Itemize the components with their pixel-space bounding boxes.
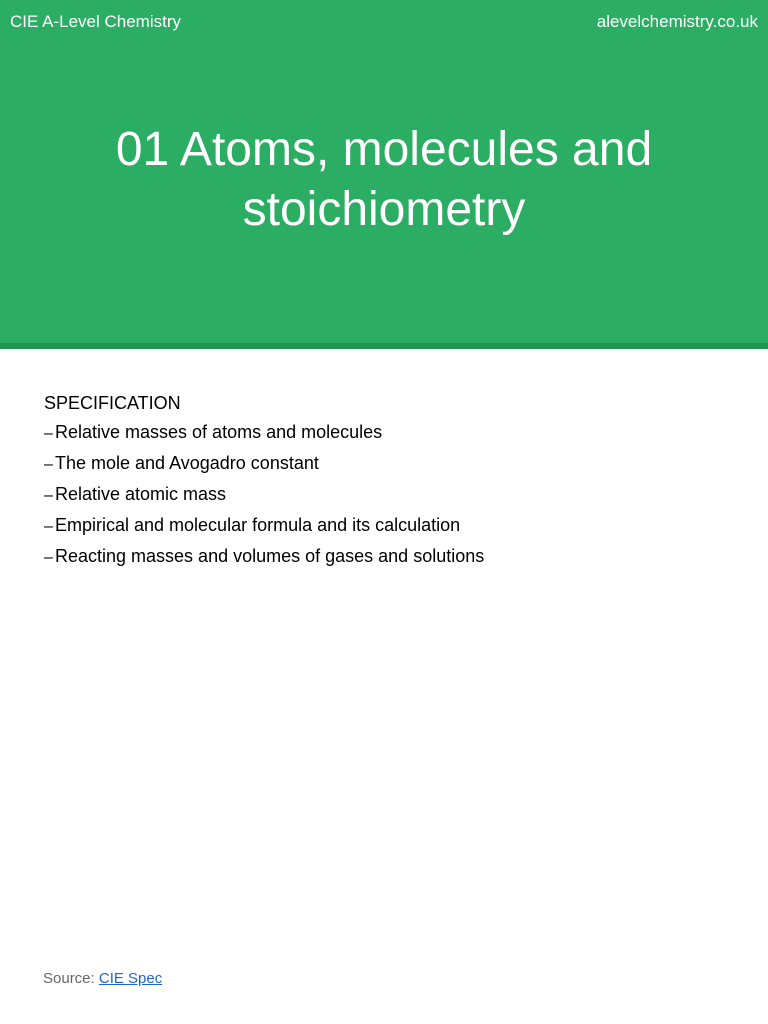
title-line-1: 01 Atoms, molecules and [115,123,653,176]
list-item-text: Relative atomic mass [55,484,227,504]
title-line-2: stoichiometry [242,183,526,236]
dash-bullet-icon: – [44,456,53,473]
hero-banner [0,0,768,343]
dash-bullet-icon: – [44,518,53,535]
list-item-text: Empirical and molecular formula and its calculation [55,515,461,535]
dash-bullet-icon: – [44,487,53,504]
specification-list [44,420,744,570]
source-note [43,969,162,989]
list-item [44,420,744,446]
list-item [44,513,744,539]
source-label: Source: [43,970,95,987]
list-item [44,482,744,508]
dash-bullet-icon: – [44,549,53,566]
specification-section [44,391,744,575]
list-item-text: Relative masses of atoms and molecules [55,422,383,442]
list-item-text: Reacting masses and volumes of gases and solutions [55,546,485,566]
dash-bullet-icon: – [44,425,53,442]
source-link[interactable]: CIE Spec [98,970,163,987]
specification-heading: SPECIFICATION [44,393,181,413]
list-item [44,451,744,477]
hero-divider [0,343,768,349]
course-label: CIE A-Level Chemistry [10,12,181,31]
list-item [44,544,744,570]
page-title [40,120,728,240]
site-name: alevelchemistry.co.uk [596,12,758,31]
list-item-text: The mole and Avogadro constant [55,453,319,473]
